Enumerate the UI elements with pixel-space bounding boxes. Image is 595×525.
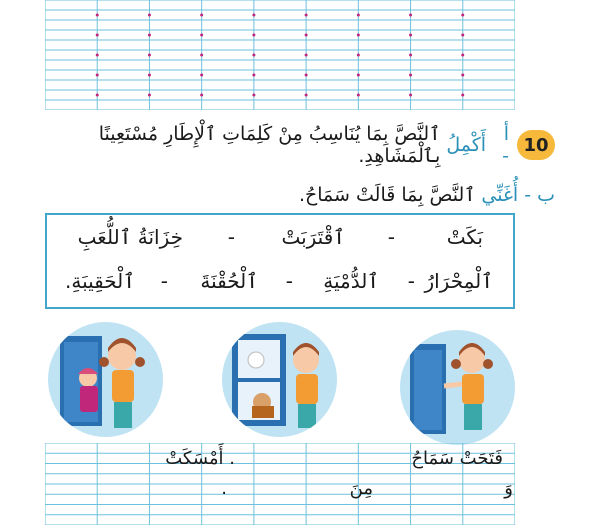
grid-dot bbox=[252, 54, 255, 57]
word-toy-cabinet: خِزَانَةُ ٱللُّعَبِ bbox=[77, 225, 183, 249]
word-iqtarabat: ٱقْتَرَبَتْ bbox=[281, 225, 345, 249]
grid-dot bbox=[305, 74, 308, 77]
grid-dot bbox=[357, 14, 360, 17]
grid-dot bbox=[305, 54, 308, 57]
word-row-2 bbox=[47, 269, 513, 309]
exercise-number-badge: 10 bbox=[517, 130, 555, 160]
grid-dot bbox=[357, 74, 360, 77]
part-a-prefix: أ - bbox=[502, 123, 509, 167]
doll-body bbox=[80, 386, 98, 412]
top-writing-grid bbox=[45, 0, 515, 110]
writing-line1-start: فَتَحَتْ سَمَاحُ bbox=[411, 448, 503, 469]
grid-dot bbox=[148, 14, 151, 17]
word-row-1 bbox=[47, 225, 513, 265]
grid-dot bbox=[96, 34, 99, 37]
grid-dot bbox=[200, 94, 203, 97]
grid-dot bbox=[252, 74, 255, 77]
separator: - bbox=[227, 225, 235, 249]
grid-dot bbox=[461, 34, 464, 37]
part-b-instruction: ٱلنَّصَّ بِمَا قَالَتْ سَمَاحُ. bbox=[298, 184, 476, 206]
grid-dot bbox=[409, 74, 412, 77]
part-a-verb: أَكْمِلُ bbox=[446, 134, 487, 156]
exercise-part-a bbox=[40, 123, 555, 167]
grid-dot bbox=[357, 94, 360, 97]
grid-dot bbox=[409, 14, 412, 17]
writing-line2-mid: مِنَ bbox=[349, 478, 373, 499]
exercise-part-b bbox=[40, 178, 559, 212]
grid-dot bbox=[461, 14, 464, 17]
girl-shirt bbox=[112, 370, 134, 402]
grid-dot bbox=[252, 14, 255, 17]
girl-shirt bbox=[296, 374, 318, 404]
part-b-verb: أُغَنِّي bbox=[481, 184, 519, 206]
grid-dot bbox=[409, 54, 412, 57]
grid-dot bbox=[461, 94, 464, 97]
grid-dot bbox=[148, 34, 151, 37]
word-bakat: بَكَتْ bbox=[446, 225, 483, 249]
grid-dot bbox=[148, 94, 151, 97]
grid-dot bbox=[305, 34, 308, 37]
separator: - bbox=[285, 269, 293, 293]
grid-dot bbox=[200, 34, 203, 37]
scene-girl-holding-doll bbox=[48, 322, 163, 437]
word-syringe: ٱلْحُقْنَةَ bbox=[200, 269, 258, 293]
grid-dot bbox=[96, 94, 99, 97]
separator: - bbox=[160, 269, 168, 293]
grid-dot bbox=[409, 94, 412, 97]
grid-dot bbox=[305, 14, 308, 17]
writing-line2-start: وَ bbox=[504, 478, 513, 499]
grid-dot bbox=[200, 14, 203, 17]
grid-dot bbox=[357, 34, 360, 37]
word-thermometer: ٱلْمِحْرَارُ bbox=[424, 269, 493, 293]
grid-dot bbox=[461, 74, 464, 77]
part-a-instruction: ٱلنَّصَّ بِمَا يُنَاسِبُ مِنْ كَلِمَاتِ ٱلْإِطَارِ مُسْتَعِينًا بِٱلْمَشَاهِدِ. bbox=[98, 123, 441, 167]
girl-shirt bbox=[462, 374, 484, 404]
word-bag: ٱلْحَقِيبَةِ. bbox=[65, 269, 135, 293]
part-b-prefix: ب - bbox=[524, 184, 555, 206]
grid-dot bbox=[252, 34, 255, 37]
writing-line1-end: . أَمْسَكَتْ bbox=[165, 448, 235, 469]
grid-dot bbox=[148, 74, 151, 77]
grid-dot bbox=[252, 94, 255, 97]
scene-girl-cabinet-toys bbox=[222, 322, 337, 437]
grid-dot bbox=[409, 34, 412, 37]
word-box bbox=[45, 213, 515, 309]
grid-dot bbox=[357, 54, 360, 57]
writing-line2-dot: . bbox=[221, 478, 227, 499]
grid-dot bbox=[305, 94, 308, 97]
scene-girl-opening-cabinet bbox=[400, 330, 515, 445]
grid-dot bbox=[96, 14, 99, 17]
grid-dot bbox=[96, 74, 99, 77]
separator: - bbox=[387, 225, 395, 249]
grid-dot bbox=[461, 54, 464, 57]
grid-dot bbox=[96, 54, 99, 57]
grid-dot bbox=[148, 54, 151, 57]
word-doll: ٱلدُّمْيَةِ bbox=[323, 269, 379, 293]
separator: - bbox=[407, 269, 415, 293]
grid-dot bbox=[200, 74, 203, 77]
grid-dot bbox=[200, 54, 203, 57]
